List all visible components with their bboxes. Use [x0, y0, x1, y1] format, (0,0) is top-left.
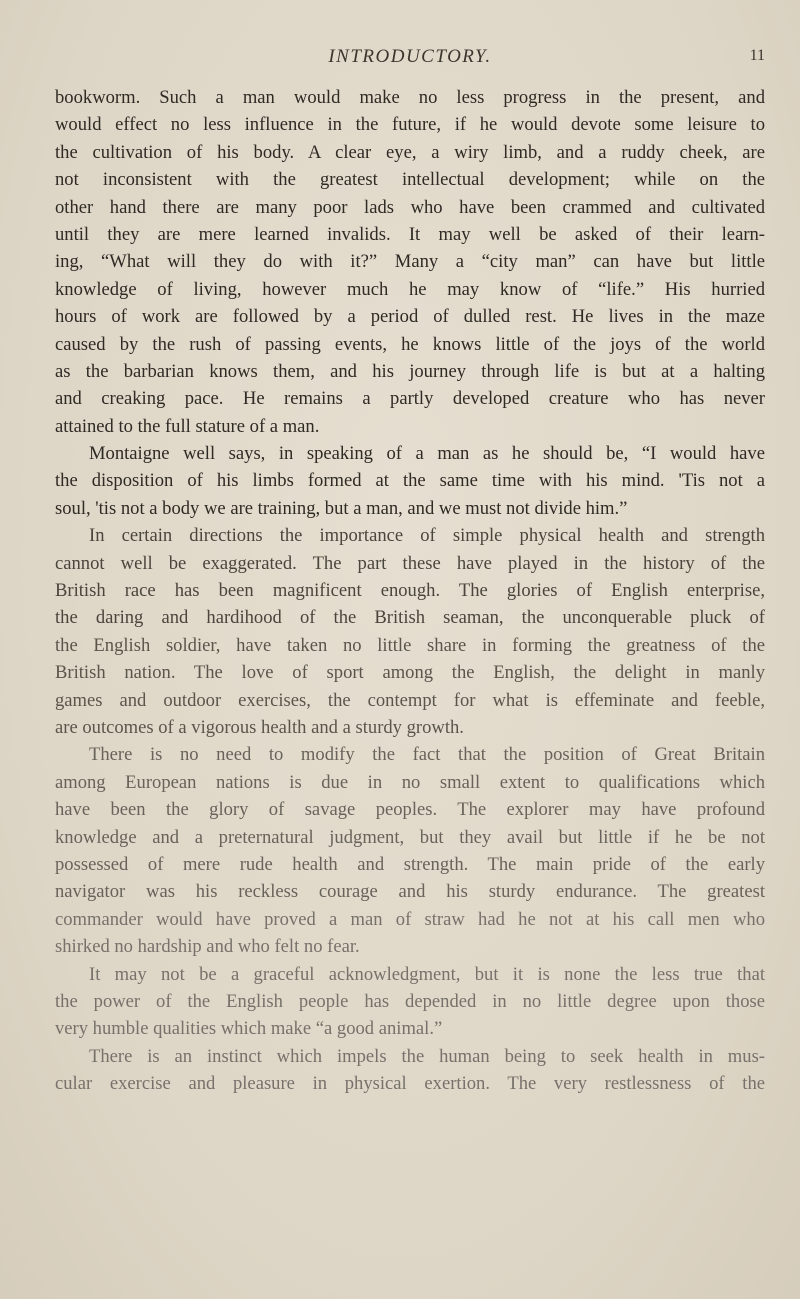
- text-line: bookworm. Such a man would make no less progress in the present, and: [55, 87, 765, 108]
- text-line: the English soldier, have taken no little share in forming the greatness of the: [55, 634, 765, 656]
- text-line: and creaking pace. He remains a partly developed creature who has never: [55, 388, 765, 410]
- text-line: the disposition of his limbs formed at the same time with his mind. 'Tis not a: [55, 470, 765, 492]
- paragraph-start-line: It may not be a graceful acknowledgment, but it is none the less true that: [89, 963, 765, 985]
- running-head: INTRODUCTORY.: [328, 46, 492, 67]
- page-header: [55, 46, 765, 76]
- text-line: commander would have proved a man of straw had he not at his call men who: [55, 908, 765, 930]
- text-line: games and outdoor exercises, the contempt for what is effeminate and feeble,: [55, 689, 765, 711]
- text-line: possessed of mere rude health and strength. The main pride of the early: [55, 853, 765, 875]
- page-number: 11: [749, 47, 765, 64]
- paragraph-start-line: Montaigne well says, in speaking of a man as he should be, “I would have: [89, 443, 765, 465]
- text-line: navigator was his reckless courage and his sturdy endurance. The greatest: [55, 881, 765, 903]
- text-line: as the barbarian knows them, and his journey through life is but at a halting: [55, 360, 765, 382]
- text-line: hours of work are followed by a period of dulled rest. He lives in the maze: [55, 306, 765, 328]
- text-line: knowledge and a preternatural judgment, but they avail but little if he be not: [55, 826, 765, 848]
- text-line: attained to the full stature of a man.: [55, 415, 320, 437]
- text-line: knowledge of living, however much he may know of “life.” His hurried: [55, 278, 765, 300]
- text-line: other hand there are many poor lads who have been crammed and cultivated: [55, 196, 765, 218]
- text-line: soul, 'tis not a body we are training, but a man, and we must not divide him.”: [55, 497, 628, 519]
- text-line: cular exercise and pleasure in physical exertion. The very restlessness of the: [55, 1073, 765, 1095]
- text-line: ing, “What will they do with it?” Many a “city man” can have but little: [55, 251, 765, 273]
- body-text: [55, 84, 765, 1097]
- text-line: the power of the English people has depended in no little degree upon those: [55, 990, 765, 1012]
- text-line: would effect no less influence in the future, if he would devote some leisure to: [55, 114, 765, 136]
- paragraph-start-line: In certain directions the importance of simple physical health and strength: [89, 525, 765, 547]
- text-line: British race has been magnificent enough. The glories of English enterprise,: [55, 580, 765, 602]
- paragraph-start-line: There is no need to modify the fact that the position of Great Britain: [89, 744, 765, 766]
- text-line: not inconsistent with the greatest intellectual development; while on the: [55, 169, 765, 191]
- text-line: the cultivation of his body. A clear eye, a wiry limb, and a ruddy cheek, are: [55, 141, 765, 163]
- text-line: among European nations is due in no small extent to qualifications which: [55, 771, 765, 793]
- text-line: caused by the rush of passing events, he knows little of the joys of the world: [55, 333, 765, 355]
- text-line: cannot well be exaggerated. The part these have played in the history of the: [55, 552, 765, 574]
- text-line: very humble qualities which make “a good animal.”: [55, 1018, 443, 1040]
- text-line: the daring and hardihood of the British seaman, the unconquerable pluck of: [55, 607, 765, 629]
- text-line: until they are mere learned invalids. It may well be asked of their learn-: [55, 223, 765, 245]
- text-line: British nation. The love of sport among the English, the delight in manly: [55, 662, 765, 684]
- text-line: have been the glory of savage peoples. The explorer may have profound: [55, 799, 765, 821]
- paragraph-start-line: There is an instinct which impels the human being to seek health in mus-: [89, 1045, 765, 1067]
- text-line: shirked no hardship and who felt no fear.: [55, 936, 360, 958]
- text-line: are outcomes of a vigorous health and a sturdy growth.: [55, 716, 464, 738]
